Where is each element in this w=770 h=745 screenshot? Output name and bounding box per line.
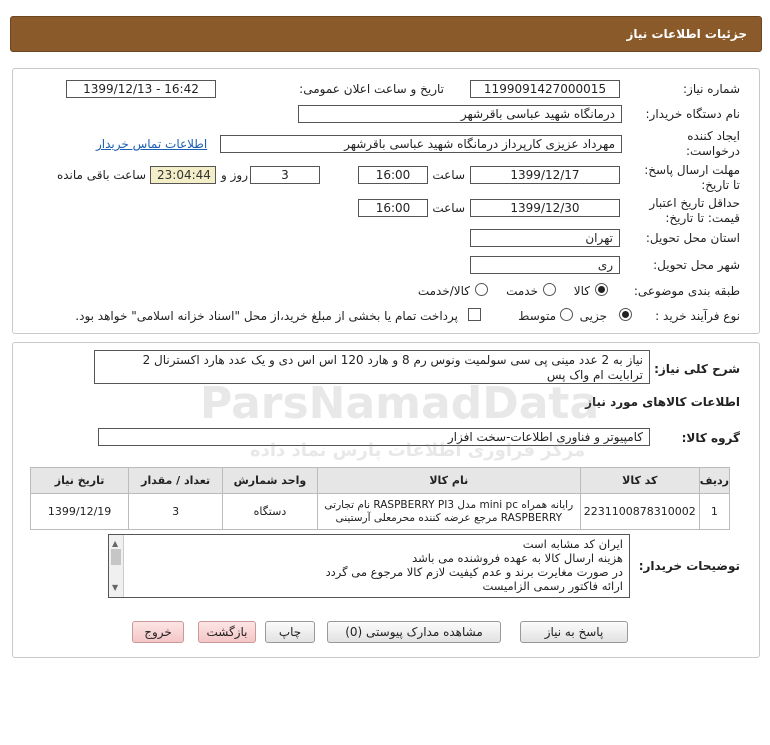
validity-date-field: 1399/12/30 [470,199,620,217]
col-date: تاریخ نیاز [31,468,129,494]
watermark-brand: ParsNamadData [200,378,600,429]
city-label: شهر محل تحویل: [653,258,740,272]
category-option-service: خدمت [506,284,538,298]
goods-group-label: گروه کالا: [681,431,740,445]
need-number-field: 1199091427000015 [470,80,620,98]
city-field: ری [470,256,620,274]
category-label: طبقه بندی موضوعی: [633,284,740,298]
description-text-line1: نیاز به 2 عدد مینی پی سی سولمیت ونوس رم 8 و هارد 120 اس اس دی و یک عدد هارد اکسترنال 2 [142,353,643,367]
deadline-label-2: تا تاریخ: [701,178,740,192]
buyer-org-label: نام دستگاه خریدار: [645,107,740,121]
announce-field: 1399/12/13 - 16:42 [66,80,216,98]
buyer-org-field: درمانگاه شهید عباسی باقرشهر [298,105,622,123]
need-number-label: شماره نیاز: [683,82,740,96]
category-radio-service[interactable] [543,283,556,296]
deadline-date-field: 1399/12/17 [470,166,620,184]
buyer-note-line: ایران کد مشابه است [522,537,623,551]
attachments-button[interactable]: مشاهده مدارک پیوستی (0) [327,621,501,643]
goods-table [30,467,730,530]
row-name-line1: رایانه همراه mini pc مدل RASPBERRY PI3 نام تجارتی [324,498,574,511]
validity-time-label: ساعت [432,201,465,215]
row-name [317,494,580,530]
category-radio-both[interactable] [475,283,488,296]
col-qty: تعداد / مقدار [129,468,223,494]
col-unit: واحد شمارش [223,468,318,494]
description-label: شرح کلی نیاز: [654,362,740,376]
buyer-note-line: هزینه ارسال کالا به عهده فروشنده می باشد [412,551,623,565]
goods-table-header [31,468,730,494]
page-header [10,16,762,52]
goods-section-title: اطلاعات کالاهای مورد نیاز [585,395,740,409]
buyer-notes-label: توضیحات خریدار: [638,559,740,573]
process-option-minor: جزیی [579,309,607,323]
days-field: 3 [250,166,320,184]
announce-label: تاریخ و ساعت اعلان عمومی: [299,82,444,96]
buyer-note-line: در صورت مغایرت برند و عدم کیفیت لازم کالا مرجوع می گردد [325,565,623,579]
process-radio-minor[interactable] [619,308,632,321]
row-name-line2: RASPBERRY مرجع عرضه کننده محرمعلی آرستینی [335,511,563,524]
treasury-payment-note: پرداخت تمام یا بخشی از مبلغ خرید،از محل "اسناد خزانه اسلامی" خواهد بود. [75,309,458,323]
row-qty: 3 [129,494,223,530]
validity-label-2: قیمت: تا تاریخ: [665,211,740,225]
row-code: 2231100878310002 [580,494,699,530]
creator-label-1: ایجاد کننده [687,129,740,143]
notes-scrollbar[interactable] [109,535,124,597]
row-unit: دستگاه [223,494,318,530]
province-field: تهران [470,229,620,247]
category-option-both: کالا/خدمت [417,284,470,298]
deadline-time-label: ساعت [432,168,465,182]
table-row [31,494,730,530]
category-option-goods: کالا [573,284,590,298]
scroll-down-icon[interactable]: ▼ [112,583,119,592]
scroll-up-icon[interactable]: ▲ [112,539,119,548]
reply-button[interactable]: پاسخ به نیاز [520,621,628,643]
goods-group-field: کامپیوتر و فناوری اطلاعات-سخت افزار [98,428,650,446]
remaining-time-field: 23:04:44 [150,166,216,184]
category-radio-goods[interactable] [595,283,608,296]
scroll-thumb[interactable] [111,549,121,565]
validity-time-field: 16:00 [358,199,428,217]
description-text-line2: ترابایت ام واک پس [546,368,643,382]
process-label: نوع فرآیند خرید : [655,309,740,323]
page-title: جزئیات اطلاعات نیاز [626,27,747,41]
back-button[interactable]: بازگشت [198,621,256,643]
col-code: کد کالا [580,468,699,494]
remaining-label: ساعت باقی مانده [56,168,146,182]
print-button[interactable]: چاپ [265,621,315,643]
validity-label-1: حداقل تاریخ اعتبار [649,196,740,210]
deadline-time-field: 16:00 [358,166,428,184]
col-name: نام کالا [317,468,580,494]
creator-field: مهرداد عزیزی کارپرداز درمانگاه شهید عباسی باقرشهر [220,135,622,153]
col-index: ردیف [699,468,729,494]
watermark-sub: مرکز فراوری اطلاعات پارس نماد داده [250,440,586,461]
contact-info-link[interactable]: اطلاعات تماس خریدار [96,137,208,151]
process-option-medium: متوسط [518,309,556,323]
exit-button[interactable]: خروج [132,621,184,643]
buyer-notes-box[interactable] [108,534,630,598]
treasury-checkbox[interactable] [468,308,481,321]
deadline-label-1: مهلت ارسال پاسخ: [644,163,740,177]
province-label: استان محل تحویل: [645,231,740,245]
description-box [94,350,650,384]
row-index: 1 [699,494,729,530]
row-date: 1399/12/19 [31,494,129,530]
process-radio-medium[interactable] [560,308,573,321]
creator-label-2: درخواست: [686,144,740,158]
buyer-note-line: ارائه فاکتور رسمی الزامیست [482,579,623,593]
days-label: روز و [221,168,248,182]
